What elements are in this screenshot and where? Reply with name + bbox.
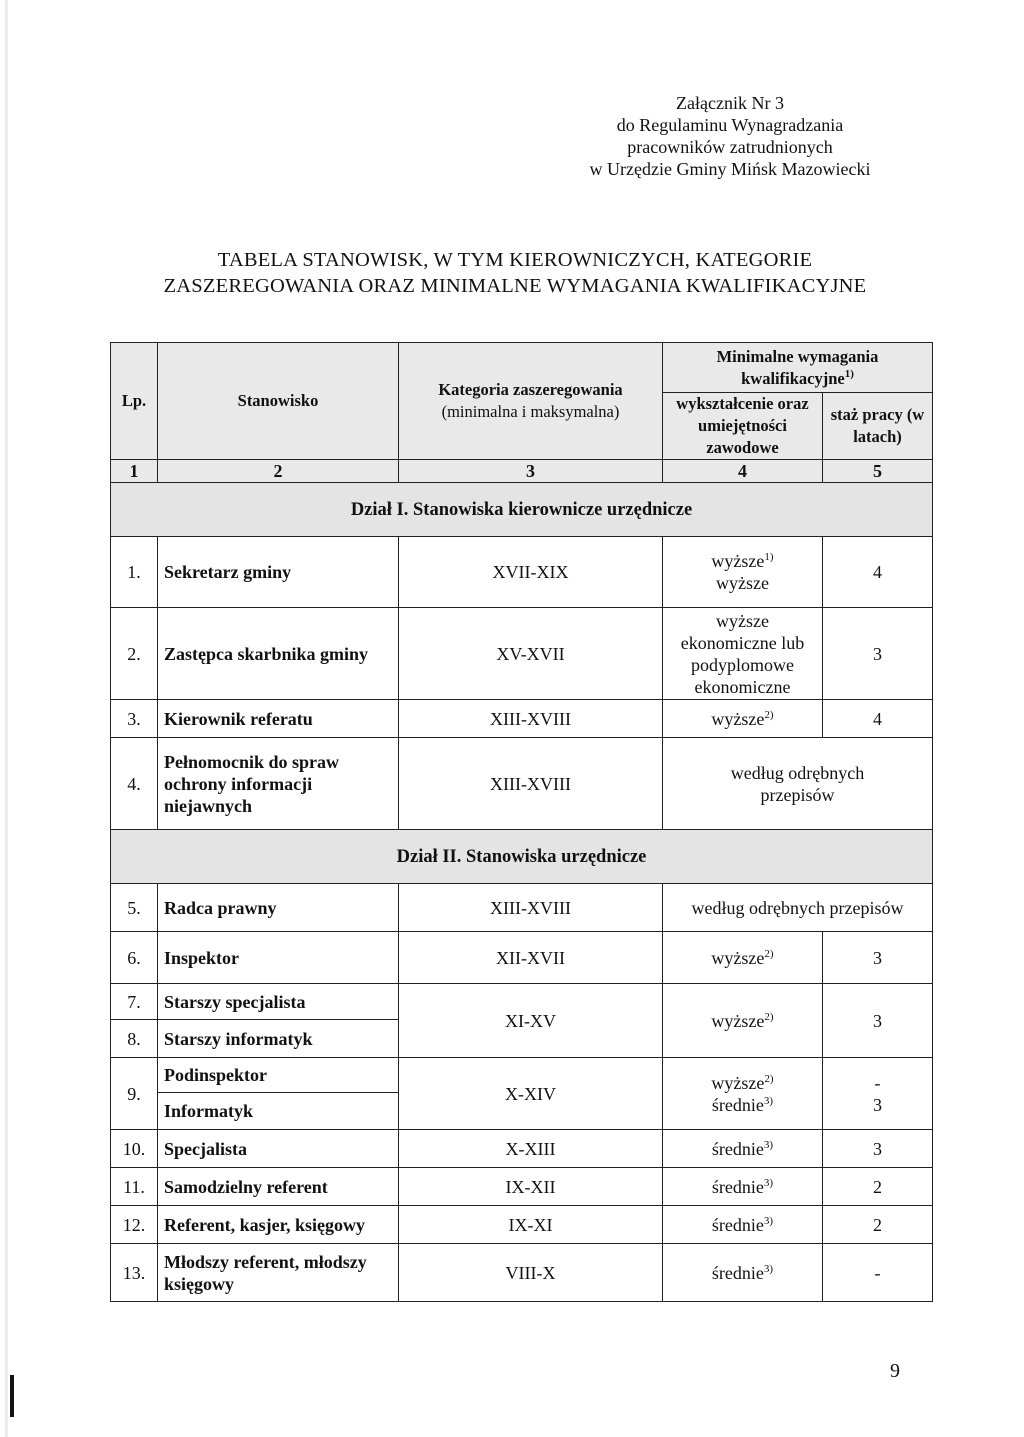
header-kategoria-normal: (minimalna i maksymalna) xyxy=(441,402,620,421)
row-staz: 4 xyxy=(823,537,933,608)
row-wyksztalcenie xyxy=(663,1206,823,1244)
row-kategoria: X-XIII xyxy=(399,1130,663,1168)
section-row xyxy=(111,830,933,884)
row-wyksztalcenie xyxy=(663,537,823,608)
row-wyksztalcenie xyxy=(663,1058,823,1130)
wyk-line xyxy=(667,1094,818,1116)
table-row xyxy=(111,884,933,932)
row-wyksztalcenie xyxy=(663,1168,823,1206)
footnote-ref: 3) xyxy=(763,1138,774,1151)
table-row xyxy=(111,700,933,738)
page-number: 9 xyxy=(890,1360,900,1382)
row-lp: 5. xyxy=(111,884,158,932)
row-stanowisko: Sekretarz gminy xyxy=(158,537,399,608)
table-row xyxy=(111,1058,933,1130)
column-number: 4 xyxy=(663,460,823,483)
row-wyksztalcenie: według odrębnych przepisów xyxy=(663,884,933,932)
positions-table xyxy=(110,342,933,1302)
row-wyksztalcenie xyxy=(663,1130,823,1168)
column-number: 1 xyxy=(111,460,158,483)
wyk-text: wyższe xyxy=(711,1010,765,1031)
column-number: 5 xyxy=(823,460,933,483)
table-row xyxy=(111,932,933,984)
row-kategoria: XV-XVII xyxy=(399,608,663,700)
header-lp: Lp. xyxy=(111,343,158,460)
row-kategoria: XIII-XVIII xyxy=(399,700,663,738)
row-stanowisko xyxy=(158,1058,399,1130)
column-number: 2 xyxy=(158,460,399,483)
row-kategoria: XIII-XVIII xyxy=(399,884,663,932)
row-lp: 1. xyxy=(111,537,158,608)
row-lp: 6. xyxy=(111,932,158,984)
staz-line: 3 xyxy=(873,1094,882,1115)
wyk-line xyxy=(667,550,818,572)
title-line: TABELA STANOWISK, W TYM KIEROWNICZYCH, KATEGORIE xyxy=(217,249,813,271)
header-wymagania xyxy=(663,343,933,393)
row-lp: 13. xyxy=(111,1244,158,1302)
header-line: w Urzędzie Gminy Mińsk Mazowiecki xyxy=(589,159,871,179)
scan-edge xyxy=(5,0,8,1437)
footnote-ref: 1) xyxy=(844,367,854,380)
header-stanowisko-label: Stanowisko xyxy=(237,391,319,410)
row-lp: 3. xyxy=(111,700,158,738)
row-stanowisko: Radca prawny xyxy=(158,884,399,932)
row-stanowisko: Młodszy referent, młodszy księgowy xyxy=(158,1244,399,1302)
table-row xyxy=(111,1206,933,1244)
footnote-ref: 3) xyxy=(763,1214,774,1227)
row-staz: 4 xyxy=(823,700,933,738)
row-lp: 7. xyxy=(111,984,158,1020)
row-staz: 3 xyxy=(823,1130,933,1168)
row-kategoria: IX-XII xyxy=(399,1168,663,1206)
row-stanowisko: Pełnomocnik do spraw ochrony informacji niejawnych xyxy=(158,738,399,830)
wyk-text: wyższe xyxy=(711,708,765,729)
row-stanowisko: Starszy informatyk xyxy=(158,1020,399,1058)
row-kategoria: XI-XV xyxy=(399,984,663,1058)
table-row xyxy=(111,984,933,1020)
column-number: 3 xyxy=(399,460,663,483)
row-lp: 11. xyxy=(111,1168,158,1206)
wyk-text: średnie xyxy=(711,1214,764,1235)
header-kategoria-bold: Kategoria zaszeregowania xyxy=(438,380,623,399)
table-row xyxy=(111,608,933,700)
row-staz xyxy=(823,1058,933,1130)
row-staz: 3 xyxy=(823,932,933,984)
row-lp: 2. xyxy=(111,608,158,700)
staz-line: - xyxy=(874,1072,881,1093)
row-kategoria: VIII-X xyxy=(399,1244,663,1302)
footnote-ref: 2) xyxy=(764,708,774,721)
row-staz: 3 xyxy=(823,984,933,1058)
header-wymagania-label: Minimalne wymagania kwalifikacyjne xyxy=(716,346,879,388)
footnote-ref: 3) xyxy=(763,1262,774,1275)
footnote-ref: 2) xyxy=(764,947,774,960)
row-staz: 2 xyxy=(823,1168,933,1206)
section-row xyxy=(111,483,933,537)
table-row xyxy=(111,1168,933,1206)
wyk-text: średnie xyxy=(711,1262,764,1283)
row-wyksztalcenie xyxy=(663,984,823,1058)
row-wyksztalcenie xyxy=(663,738,933,830)
table-row xyxy=(111,537,933,608)
header-line: Załącznik Nr 3 xyxy=(676,93,784,113)
row-kategoria: X-XIV xyxy=(399,1058,663,1130)
footnote-ref: 3) xyxy=(763,1094,774,1107)
row-wyksztalcenie: wyższe ekonomiczne lub podyplomowe ekonomiczne xyxy=(663,608,823,700)
wyk-text: wyższe xyxy=(711,551,765,571)
row-stanowisko: Kierownik referatu xyxy=(158,700,399,738)
footnote-ref: 1) xyxy=(764,551,774,563)
row-kategoria: IX-XI xyxy=(399,1206,663,1244)
scan-mark xyxy=(10,1375,14,1417)
footnote-ref: 2) xyxy=(764,1010,774,1023)
section-title: Dział I. Stanowiska kierownicze urzędnicze xyxy=(111,483,933,537)
row-lp: 9. xyxy=(111,1058,158,1130)
row-lp: 12. xyxy=(111,1206,158,1244)
table-row xyxy=(111,1130,933,1168)
row-kategoria: XIII-XVIII xyxy=(399,738,663,830)
wyk-text: średnie xyxy=(711,1176,764,1197)
header-wyksztalcenie: wykształcenie oraz umiejętności zawodowe xyxy=(663,393,823,460)
row-wyksztalcenie xyxy=(663,700,823,738)
column-numbers-row xyxy=(111,460,933,483)
row-lp: 8. xyxy=(111,1020,158,1058)
document-header xyxy=(560,92,900,180)
row-kategoria: XVII-XIX xyxy=(399,537,663,608)
row-stanowisko: Inspektor xyxy=(158,932,399,984)
row-stanowisko: Zastępca skarbnika gminy xyxy=(158,608,399,700)
table-header-row xyxy=(111,343,933,393)
row-staz: 2 xyxy=(823,1206,933,1244)
header-kategoria xyxy=(399,343,663,460)
header-staz: staż pracy (w latach) xyxy=(823,393,933,460)
row-stanowisko-part: Informatyk xyxy=(158,1092,398,1129)
row-lp: 4. xyxy=(111,738,158,830)
row-wyksztalcenie xyxy=(663,932,823,984)
wyk-text: średnie xyxy=(711,1138,764,1159)
row-stanowisko-part: Podinspektor xyxy=(164,1065,268,1085)
row-staz: 3 xyxy=(823,608,933,700)
row-stanowisko: Starszy specjalista xyxy=(158,984,399,1020)
wyk-text: wyższe xyxy=(716,573,769,593)
row-stanowisko: Samodzielny referent xyxy=(158,1168,399,1206)
row-staz: - xyxy=(823,1244,933,1302)
row-kategoria: XII-XVII xyxy=(399,932,663,984)
wyk-line xyxy=(667,1072,818,1094)
wyk-text: wyższe xyxy=(711,1072,765,1093)
table-row xyxy=(111,738,933,830)
section-title: Dział II. Stanowiska urzędnicze xyxy=(111,830,933,884)
table-row xyxy=(111,1244,933,1302)
footnote-ref: 3) xyxy=(763,1176,774,1189)
header-stanowisko xyxy=(158,343,399,460)
title-line: ZASZEREGOWANIA ORAZ MINIMALNE WYMAGANIA KWALIFIKACYJNE xyxy=(163,275,867,297)
footnote-ref: 2) xyxy=(764,1072,774,1085)
document-title xyxy=(100,247,930,299)
header-line: pracowników zatrudnionych xyxy=(627,137,833,157)
header-line: do Regulaminu Wynagradzania xyxy=(616,115,844,135)
wyk-text: według odrębnych przepisów xyxy=(730,762,865,805)
wyk-text: wyższe xyxy=(711,947,765,968)
row-stanowisko: Specjalista xyxy=(158,1130,399,1168)
wyk-text: średnie xyxy=(711,1094,764,1115)
row-stanowisko: Referent, kasjer, księgowy xyxy=(158,1206,399,1244)
row-lp: 10. xyxy=(111,1130,158,1168)
row-wyksztalcenie xyxy=(663,1244,823,1302)
